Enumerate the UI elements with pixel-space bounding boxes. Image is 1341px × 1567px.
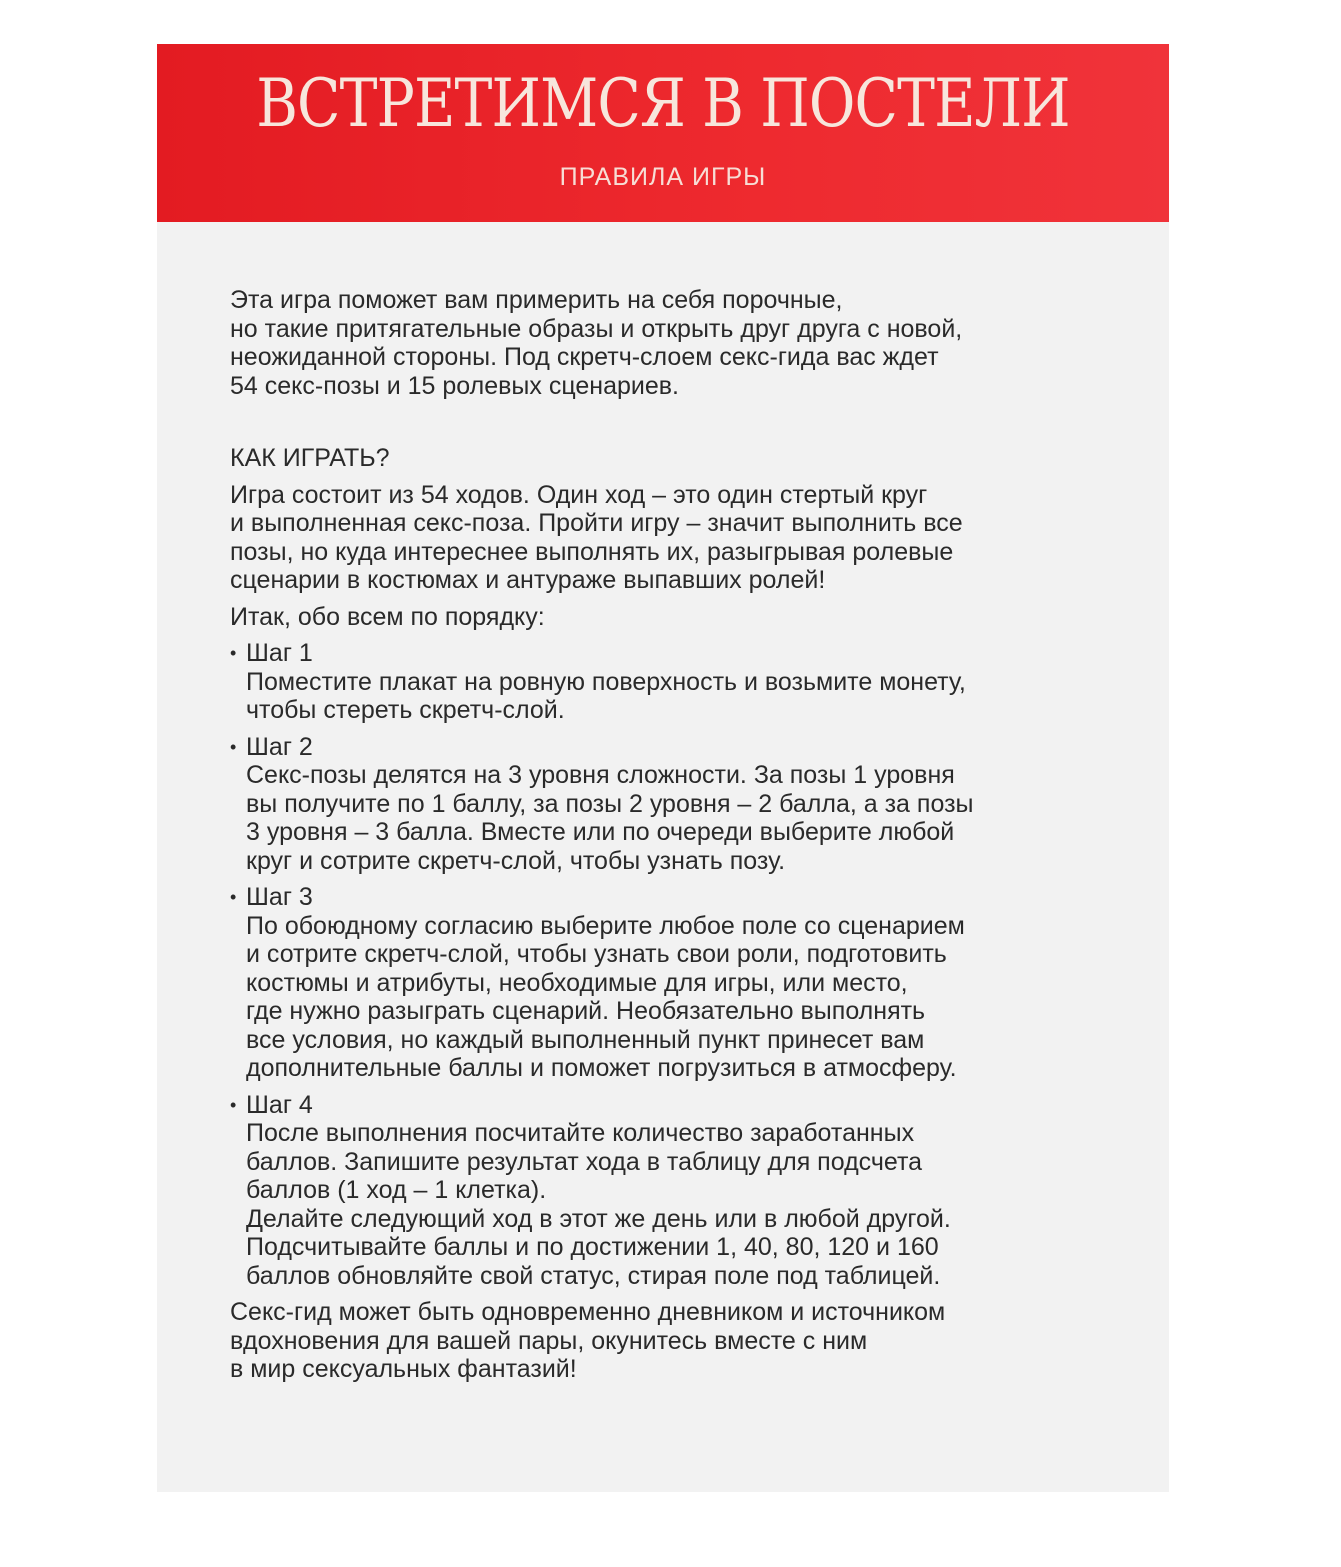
step-text [230,761,1100,875]
rules-body [230,286,1100,1384]
step-line: Подсчитывайте баллы и по достижении 1, 40, 80, 120 и 160 [246,1233,939,1261]
step-4 [230,1091,1100,1291]
step-line: костюмы и атрибуты, необходимые для игры, или место, [246,968,908,997]
step-line: По обоюдному согласию выберите любое поле со сценарием [246,911,965,940]
step-line: где нужно разыграть сценарий. Необязательно выполнять [246,997,926,1025]
step-line: Поместите плакат на ровную поверхность и возьмите монету, [246,667,966,696]
intro-paragraph [230,286,1100,400]
step-1 [230,639,1100,725]
header-banner [157,44,1169,222]
step-line: и сотрите скретч-слой, чтобы узнать свои роли, подготовить [246,940,947,968]
step-line: 3 уровня – 3 балла. Вместе или по очереди выберите любой [246,818,955,846]
step-title: • Шаг 4 [230,1091,1100,1120]
rules-subtitle: ПРАВИЛА ИГРЫ [559,163,767,191]
closing-line: в мир сексуальных фантазий! [230,1355,577,1383]
step-line: чтобы стереть скретч-слой. [246,696,565,724]
intro-line: Эта игра поможет вам примерить на себя порочные, [230,286,843,314]
step-line: дополнительные баллы и поможет погрузиться в атмосферу. [246,1054,957,1082]
step-3 [230,883,1100,1083]
step-text [230,668,1100,725]
step-line: Делайте следующий ход в этот же день или в любой другой. [246,1204,951,1233]
closing-paragraph [230,1298,1100,1384]
intro-line: 54 секс-позы и 15 ролевых сценариев. [230,371,679,400]
steps-lead: Итак, обо всем по порядку: [230,602,545,631]
intro-line: но такие притягательные образы и открыть друг друга с новой, [230,314,963,343]
step-title: • Шаг 3 [230,883,1100,912]
step-line: баллов. Запишите результат хода в таблицу для подсчета [246,1147,923,1176]
step-line: Секс-позы делятся на 3 уровня сложности. За позы 1 уровня [246,761,955,789]
intro-line: неожиданной стороны. Под скретч-слоем секс-гида вас ждет [230,343,939,371]
step-text [230,1119,1100,1205]
howto-line: Игра состоит из 54 ходов. Один ход – это один стертый круг [230,480,928,509]
step-line: все условия, но каждый выполненный пункт принесет вам [246,1025,925,1054]
step-line: вы получите по 1 баллу, за позы 2 уровня – 2 балла, а за позы [246,789,974,818]
how-to-play-paragraph [230,481,1100,595]
closing-line: Секс-гид может быть одновременно дневником и источником [230,1298,946,1326]
step-line: После выполнения посчитайте количество заработанных [246,1119,915,1147]
howto-line: и выполненная секс-поза. Пройти игру – значит выполнить все [230,509,963,537]
game-title: ВСТРЕТИМСЯ В ПОСТЕЛИ [256,65,1070,142]
step-extra-text [230,1205,1100,1291]
howto-line: сценарии в костюмах и антураже выпавших ролей! [230,566,826,594]
step-line: баллов (1 ход – 1 клетка). [246,1176,547,1204]
how-to-play-heading: КАК ИГРАТЬ? [230,444,390,472]
step-line: круг и сотрите скретч-слой, чтобы узнать позу. [246,846,786,875]
rules-card [157,44,1169,1492]
step-text [230,912,1100,1083]
step-line: баллов обновляйте свой статус, стирая поле под таблицей. [246,1261,941,1290]
closing-line: вдохновения для вашей пары, окунитесь вместе с ним [230,1326,868,1355]
step-title: • Шаг 2 [230,733,1100,762]
step-2 [230,733,1100,876]
howto-line: позы, но куда интереснее выполнять их, разыгрывая ролевые [230,537,954,566]
step-title: • Шаг 1 [230,639,1100,668]
